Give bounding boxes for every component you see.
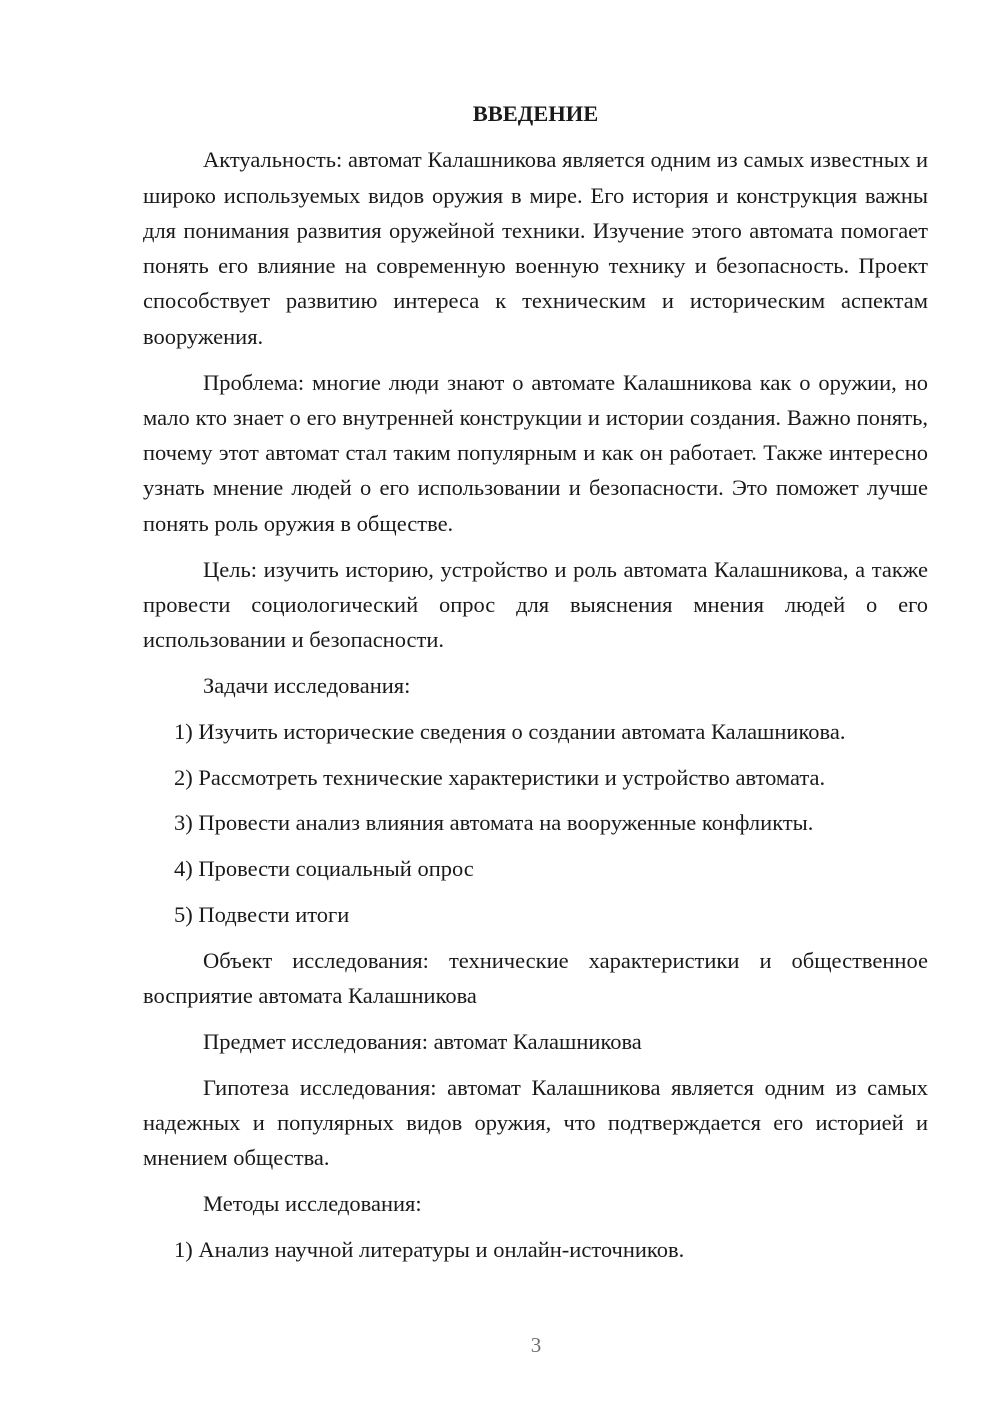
- goal-paragraph: Цель: изучить историю, устройство и роль автомата Калашникова, а также провести социологический опрос для выяснения мнения людей о его использовании и безопасности.: [143, 556, 928, 653]
- task-item: 5) Подвести итоги: [174, 901, 350, 927]
- task-item: 3) Провести анализ влияния автомата на вооруженные конфликты.: [174, 810, 814, 836]
- hypothesis-paragraph: Гипотеза исследования: автомат Калашникова является одним из самых надежных и популярных видов оружия, что подтверждается его историей и мнением общества.: [143, 1074, 928, 1171]
- method-item: 1) Анализ научной литературы и онлайн-источников.: [174, 1236, 685, 1262]
- task-item: 2) Рассмотреть технические характеристики и устройство автомата.: [174, 764, 826, 790]
- page-content: [143, 96, 928, 1278]
- relevance-paragraph: Актуальность: автомат Калашникова является одним из самых известных и широко используемых видов оружия в мире. Его история и конструкция важны для понимания развития оружейной техники. Изучение этого автомата помогает понять его влияние на современную военную технику и безопасность. Проект способствует развитию интереса к техническим и историческим аспектам вооружения.: [143, 147, 928, 349]
- subject-paragraph: Предмет исследования: автомат Калашникова: [203, 1028, 642, 1054]
- task-item: 1) Изучить исторические сведения о создании автомата Калашникова.: [174, 718, 846, 744]
- page-number: 3: [530, 1333, 542, 1357]
- methods-heading: Методы исследования:: [203, 1191, 422, 1217]
- task-item: 4) Провести социальный опрос: [174, 856, 474, 882]
- problem-paragraph: Проблема: многие люди знают о автомате Калашникова как о оружии, но мало кто знает о его внутренней конструкции и истории создания. Важно понять, почему этот автомат стал таким популярным и как он работает. Также интересно узнать мнение людей о его использовании и безопасности. Это поможет лучше понять роль оружия в обществе.: [143, 369, 928, 536]
- section-title: ВВЕДЕНИЕ: [472, 101, 599, 126]
- tasks-heading: Задачи исследования:: [203, 672, 411, 698]
- object-paragraph: Объект исследования: технические характеристики и общественное восприятие автомата Калашникова: [143, 947, 928, 1009]
